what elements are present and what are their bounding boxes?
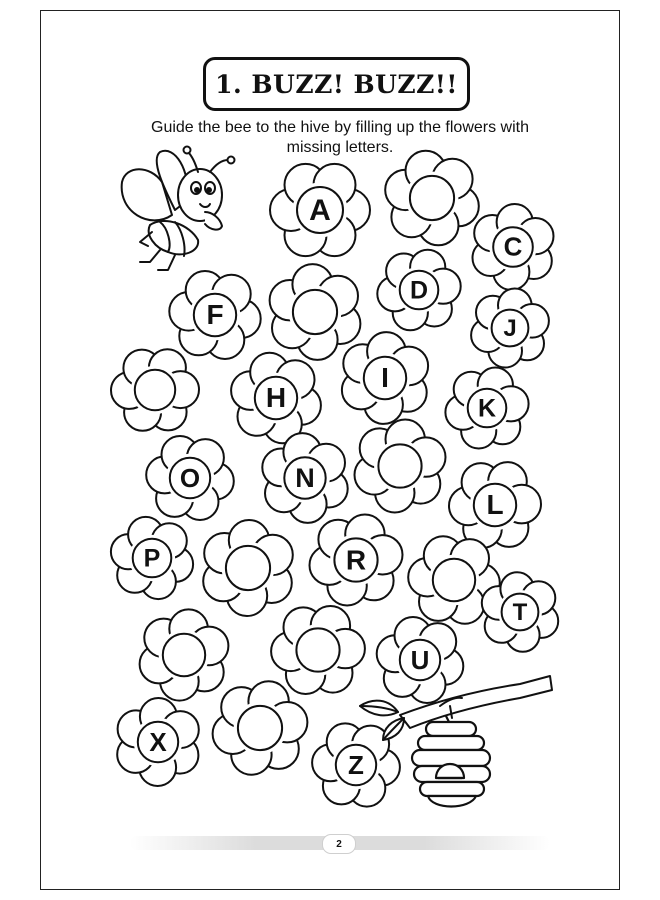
page-title: 1. BUZZ! BUZZ!! — [215, 69, 458, 99]
flower — [117, 698, 199, 786]
bee-head — [178, 147, 235, 230]
flower — [310, 515, 403, 606]
flower-letter: I — [381, 362, 389, 394]
flower — [203, 520, 293, 616]
bee-body — [140, 221, 198, 270]
flower — [231, 353, 321, 443]
flower-letter: T — [512, 599, 528, 626]
flower — [377, 617, 464, 703]
flower-letter: J — [503, 315, 517, 342]
flower — [169, 271, 260, 359]
flower — [355, 420, 446, 513]
flower-center — [226, 546, 270, 590]
bee-wings — [122, 151, 189, 221]
flower — [385, 151, 479, 246]
flower-center — [135, 370, 175, 410]
flower — [140, 609, 229, 700]
flower-center — [238, 706, 282, 750]
flower-center — [293, 290, 337, 334]
flower-letter: C — [503, 231, 523, 262]
flower-center — [410, 176, 454, 220]
flower — [146, 436, 234, 520]
flower — [445, 368, 528, 449]
flower — [471, 289, 549, 368]
flower-letter: A — [309, 194, 331, 227]
flower — [262, 433, 347, 523]
flower-letter: P — [143, 544, 161, 573]
flower-letter: L — [486, 489, 504, 521]
instructions-line-2: missing letters. — [286, 139, 394, 156]
flower-letter: N — [295, 463, 315, 493]
flower — [111, 517, 193, 599]
flower-letter: K — [477, 394, 497, 423]
beehive-illustration — [412, 716, 490, 807]
flower-letter: R — [345, 544, 367, 576]
flower — [111, 349, 199, 431]
flower-center — [163, 634, 205, 676]
flower-center — [433, 559, 475, 601]
flower-center — [296, 628, 339, 671]
flower-letter: F — [206, 299, 224, 331]
flower — [342, 332, 428, 424]
flower — [270, 164, 370, 256]
bee-illustration — [122, 147, 235, 271]
flower — [270, 264, 361, 360]
flower — [377, 250, 460, 331]
flower-letter: O — [179, 462, 201, 493]
flower — [449, 462, 541, 548]
instructions-line-1: Guide the bee to the hive by filling up the flowers with — [151, 119, 529, 136]
flower-letter: H — [265, 382, 287, 414]
flower-letter: U — [410, 644, 430, 675]
flower-letter: Z — [348, 749, 364, 780]
page-number: 2 — [336, 838, 342, 850]
flower-letter: X — [149, 726, 167, 757]
flower — [213, 681, 308, 774]
flower — [473, 204, 554, 290]
flower-letter: D — [409, 276, 429, 305]
page-number-badge — [322, 834, 356, 854]
flower-center — [378, 444, 421, 487]
flower — [271, 606, 365, 694]
